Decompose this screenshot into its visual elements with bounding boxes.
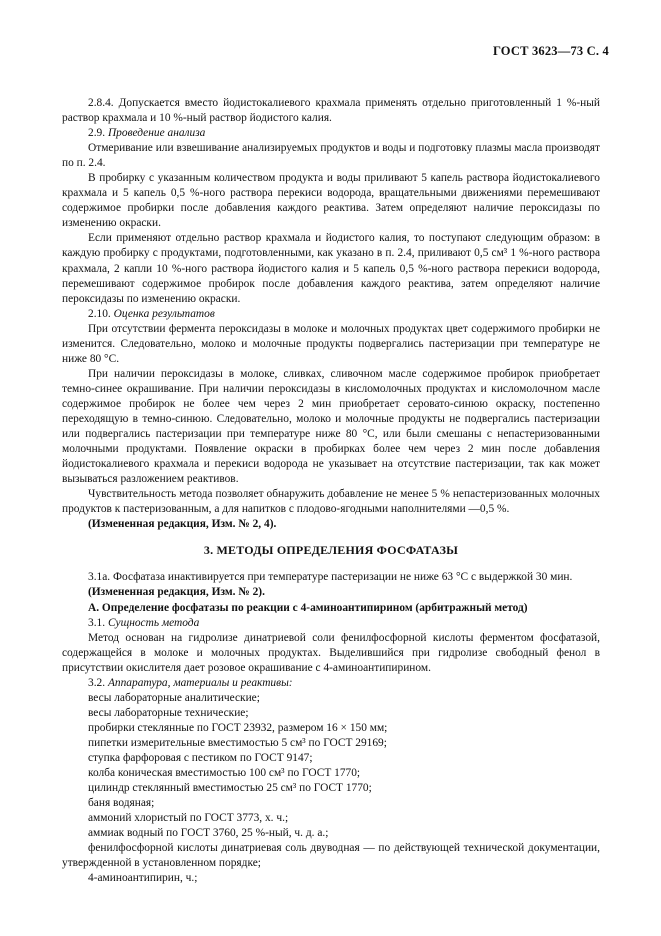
paragraph-2-10-b: При наличии пероксидазы в молоке, сливках, сливочном масле содержимое пробирок приобретает темно-синее окрашивание. При наличии пероксидазы в кисломолочных продуктах и кисломолочном масле содержимое пробирок не более чем через 2 мин приобретает серовато-синюю окраску, постепенно переходящую в темно-синюю. Следовательно, молоко и молочные продукты не подвергались пастеризации или подвергались пастеризации при температуре ниже 80 °С, или были смешаны с непастеризованными молочными продуктами. Появление окраски в пробирках более чем через 2 мин после добавления йодистокалиевого крахмала и перекиси водорода не указывает на отсутствие пастеризации, так как может вызываться разложением реактивов.	[62, 367, 600, 486]
heading-3-2-number: 3.2.	[88, 676, 106, 689]
heading-2-10-title: Оценка результатов	[113, 307, 215, 320]
list-item: баня водяная;	[88, 797, 155, 810]
heading-2-10-number: 2.10.	[88, 307, 111, 320]
list-item: колба коническая вместимостью 100 см³ по ГОСТ 1770;	[88, 767, 361, 780]
paragraph-3-1: Метод основан на гидролизе динатриевой соли фенилфосфорной кислоты ферментом фосфатазой, содержащейся в молоке и молочных продуктах. Выделившийся при гидролизе свободный фенол в присутствии окислителя дает розовое окрашивание с 4-аминоантипирином.	[62, 631, 600, 674]
page-header: ГОСТ 3623—73 С. 4	[492, 44, 609, 58]
list-item: 4-аминоантипирин, ч.;	[88, 872, 198, 885]
paragraph-2-9-a: Отмеривание или взвешивание анализируемых продуктов и воды и подготовку плазмы масла производят по п. 2.4.	[62, 142, 600, 170]
heading-3-1-number: 3.1.	[88, 616, 106, 629]
list-item: пробирки стеклянные по ГОСТ 23932, размером 16 × 150 мм;	[88, 721, 388, 734]
paragraph-2-9-b: В пробирку с указанным количеством продукта и воды приливают 5 капель раствора йодистокалиевого крахмала и 5 капель 0,5 %-ного раствора перекиси водорода, вращательными движениями перемешивают содержимое пробирки после добавления каждого реактива. Затем определяют наличие пероксидазы по изменению окраски.	[62, 172, 600, 230]
heading-2-9-number: 2.9.	[88, 127, 106, 140]
list-item: ступка фарфоровая с пестиком по ГОСТ 9147;	[88, 751, 313, 764]
paragraph-3-1a: 3.1а. Фосфатаза инактивируется при температуре пастеризации не ниже 63 °С с выдержкой 30 мин.	[88, 571, 573, 584]
heading-2-10	[62, 307, 600, 322]
heading-3-1-title: Сущность метода	[107, 616, 200, 629]
revision-note-2: (Измененная редакция, Изм. № 2).	[88, 586, 265, 599]
document-body	[62, 96, 600, 886]
list-item: весы лабораторные технические;	[88, 706, 249, 719]
list-item: аммиак водный по ГОСТ 3760, 25 %-ный, ч. д. а.;	[88, 827, 329, 840]
list-item: весы лабораторные аналитические;	[88, 691, 260, 704]
heading-3-2	[62, 676, 600, 691]
heading-2-9-title: Проведение анализа	[107, 127, 206, 140]
paragraph-2-9-c: Если применяют отдельно раствор крахмала и йодистого калия, то поступают следующим образом: в каждую пробирку с продуктами, подготовленными, как указано в п. 2.4, приливают 0,5 см³ 1 %-ного раствора крахмала, 2 капли 10 %-ного раствора йодистого калия и 5 капель 0,5 %-ного раствора перекиси водорода, перемешивают содержимое пробирок после добавления каждого реактива, затем определяют наличие пероксидазы по изменению окраски.	[62, 232, 600, 305]
heading-2-9	[62, 126, 600, 141]
list-item: пипетки измерительные вместимостью 5 см³ по ГОСТ 29169;	[88, 736, 387, 749]
paragraph-2-10-a: При отсутствии фермента пероксидазы в молоке и молочных продуктах цвет содержимого пробирки не изменится. Следовательно, молоко и молочные продукты подвергались пастеризации при температуре не ниже 80 °С.	[62, 322, 600, 365]
paragraph-2-10-c: Чувствительность метода позволяет обнаружить добавление не менее 5 % непастеризованных молочных продуктов к пастеризованным, а для напитков с плодово-ягодными наполнителями —0,5 %.	[62, 488, 600, 516]
revision-note-1: (Измененная редакция, Изм. № 2, 4).	[88, 518, 277, 531]
heading-3-2-title: Аппаратура, материалы и реактивы:	[107, 676, 293, 689]
subsection-a-title: А. Определение фосфатазы по реакции с 4-аминоантипирином (арбитражный метод)	[88, 601, 528, 614]
list-item: аммоний хлористый по ГОСТ 3773, х. ч.;	[88, 812, 289, 825]
section-3-title: 3. МЕТОДЫ ОПРЕДЕЛЕНИЯ ФОСФАТАЗЫ	[203, 543, 459, 558]
list-item: фенилфосфорной кислоты динатриевая соль двуводная — по действующей технической документации, утвержденной в установленном порядке;	[62, 842, 600, 870]
list-item: цилиндр стеклянный вместимостью 25 см³ по ГОСТ 1770;	[88, 782, 372, 795]
heading-3-1	[62, 616, 600, 631]
paragraph-2-8-4: 2.8.4. Допускается вместо йодистокалиевого крахмала применять отдельно приготовленный 1 %-ный раствор крахмала и 10 %-ный раствор йодистого калия.	[62, 97, 600, 125]
